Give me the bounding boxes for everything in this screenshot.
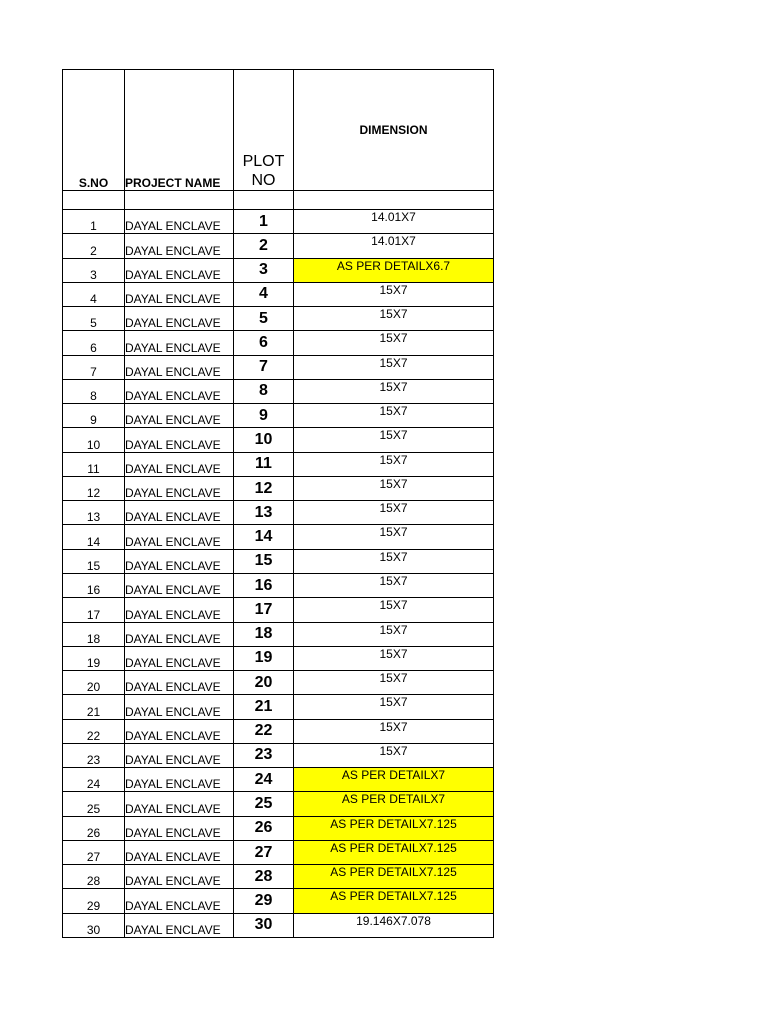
project-name-cell: DAYAL ENCLAVE [125, 428, 234, 452]
plot-no-cell: 12 [234, 476, 294, 500]
plot-no-cell: 5 [234, 307, 294, 331]
header-row [63, 70, 494, 191]
sno-cell: 24 [63, 768, 125, 792]
project-name-cell: DAYAL ENCLAVE [125, 913, 234, 937]
dimension-cell: 15X7 [294, 476, 494, 500]
dimension-cell: AS PER DETAILX7 [294, 768, 494, 792]
table-row [63, 719, 494, 743]
blank-cell [63, 191, 125, 210]
plot-no-cell: 22 [234, 719, 294, 743]
table-row [63, 913, 494, 937]
table-row [63, 258, 494, 282]
project-name-cell: DAYAL ENCLAVE [125, 573, 234, 597]
header-plot-no-line2: NO [251, 172, 276, 189]
plot-no-cell: 4 [234, 282, 294, 306]
project-name-cell: DAYAL ENCLAVE [125, 840, 234, 864]
plot-no-cell: 27 [234, 840, 294, 864]
project-name-cell: DAYAL ENCLAVE [125, 452, 234, 476]
sno-cell: 17 [63, 598, 125, 622]
project-name-cell: DAYAL ENCLAVE [125, 355, 234, 379]
plot-no-cell: 17 [234, 598, 294, 622]
table-row [63, 501, 494, 525]
table-row [63, 549, 494, 573]
sno-cell: 22 [63, 719, 125, 743]
sno-cell: 14 [63, 525, 125, 549]
sno-cell: 13 [63, 501, 125, 525]
table-row [63, 622, 494, 646]
project-name-cell: DAYAL ENCLAVE [125, 598, 234, 622]
sno-cell: 15 [63, 549, 125, 573]
sno-cell: 28 [63, 865, 125, 889]
table-row [63, 573, 494, 597]
sno-cell: 20 [63, 671, 125, 695]
table-body [63, 70, 494, 938]
blank-cell [234, 191, 294, 210]
sno-cell: 8 [63, 379, 125, 403]
dimension-cell: AS PER DETAILX7 [294, 792, 494, 816]
dimension-cell: 15X7 [294, 452, 494, 476]
sno-cell: 4 [63, 282, 125, 306]
sno-cell: 21 [63, 695, 125, 719]
project-name-cell: DAYAL ENCLAVE [125, 549, 234, 573]
plot-no-cell: 6 [234, 331, 294, 355]
project-name-cell: DAYAL ENCLAVE [125, 258, 234, 282]
table-row [63, 210, 494, 234]
dimension-cell: 15X7 [294, 671, 494, 695]
table-row [63, 331, 494, 355]
table-row [63, 743, 494, 767]
plot-no-cell: 20 [234, 671, 294, 695]
table-row [63, 865, 494, 889]
plot-no-cell: 14 [234, 525, 294, 549]
project-name-cell: DAYAL ENCLAVE [125, 476, 234, 500]
project-name-cell: DAYAL ENCLAVE [125, 525, 234, 549]
dimension-cell: AS PER DETAILX7.125 [294, 840, 494, 864]
plot-no-cell: 28 [234, 865, 294, 889]
table-row [63, 816, 494, 840]
sno-cell: 7 [63, 355, 125, 379]
plot-no-cell: 16 [234, 573, 294, 597]
sno-cell: 1 [63, 210, 125, 234]
sno-cell: 19 [63, 646, 125, 670]
sno-cell: 12 [63, 476, 125, 500]
sno-cell: 29 [63, 889, 125, 913]
plot-dimension-table [62, 69, 494, 938]
sno-cell: 16 [63, 573, 125, 597]
project-name-cell: DAYAL ENCLAVE [125, 792, 234, 816]
project-name-cell: DAYAL ENCLAVE [125, 234, 234, 258]
table-row [63, 379, 494, 403]
table-row [63, 598, 494, 622]
project-name-cell: DAYAL ENCLAVE [125, 889, 234, 913]
table-row [63, 428, 494, 452]
project-name-cell: DAYAL ENCLAVE [125, 646, 234, 670]
table-row [63, 671, 494, 695]
dimension-cell: 15X7 [294, 573, 494, 597]
plot-no-cell: 11 [234, 452, 294, 476]
project-name-cell: DAYAL ENCLAVE [125, 379, 234, 403]
table-row [63, 792, 494, 816]
plot-no-cell: 18 [234, 622, 294, 646]
sno-cell: 27 [63, 840, 125, 864]
table-row [63, 840, 494, 864]
table-row [63, 452, 494, 476]
plot-no-cell: 24 [234, 768, 294, 792]
dimension-cell: 15X7 [294, 355, 494, 379]
sno-cell: 6 [63, 331, 125, 355]
sno-cell: 9 [63, 404, 125, 428]
project-name-cell: DAYAL ENCLAVE [125, 768, 234, 792]
blank-cell [294, 191, 494, 210]
table-row [63, 307, 494, 331]
sno-cell: 5 [63, 307, 125, 331]
dimension-cell: AS PER DETAILX7.125 [294, 889, 494, 913]
dimension-cell: 15X7 [294, 646, 494, 670]
sno-cell: 30 [63, 913, 125, 937]
sno-cell: 2 [63, 234, 125, 258]
project-name-cell: DAYAL ENCLAVE [125, 307, 234, 331]
header-plot-no-line1: PLOT [242, 153, 285, 170]
dimension-cell: 14.01X7 [294, 210, 494, 234]
table-row [63, 695, 494, 719]
dimension-cell: AS PER DETAILX7.125 [294, 816, 494, 840]
dimension-cell: 15X7 [294, 404, 494, 428]
dimension-cell: AS PER DETAILX6.7 [294, 258, 494, 282]
table-row [63, 646, 494, 670]
project-name-cell: DAYAL ENCLAVE [125, 282, 234, 306]
plot-no-cell: 21 [234, 695, 294, 719]
sno-cell: 26 [63, 816, 125, 840]
dimension-cell: 15X7 [294, 743, 494, 767]
table-row [63, 525, 494, 549]
dimension-cell: 15X7 [294, 598, 494, 622]
sno-cell: 11 [63, 452, 125, 476]
plot-no-cell: 13 [234, 501, 294, 525]
table-row [63, 889, 494, 913]
header-sno: S.NO [63, 70, 125, 191]
plot-no-cell: 1 [234, 210, 294, 234]
plot-no-cell: 30 [234, 913, 294, 937]
plot-no-cell: 26 [234, 816, 294, 840]
dimension-cell: 15X7 [294, 549, 494, 573]
plot-no-cell: 8 [234, 379, 294, 403]
dimension-cell: AS PER DETAILX7.125 [294, 865, 494, 889]
project-name-cell: DAYAL ENCLAVE [125, 743, 234, 767]
table-row [63, 404, 494, 428]
dimension-cell: 15X7 [294, 501, 494, 525]
dimension-cell: 15X7 [294, 695, 494, 719]
project-name-cell: DAYAL ENCLAVE [125, 671, 234, 695]
dimension-cell: 15X7 [294, 282, 494, 306]
project-name-cell: DAYAL ENCLAVE [125, 501, 234, 525]
sno-cell: 25 [63, 792, 125, 816]
table-row [63, 355, 494, 379]
sno-cell: 18 [63, 622, 125, 646]
project-name-cell: DAYAL ENCLAVE [125, 622, 234, 646]
dimension-cell: 15X7 [294, 331, 494, 355]
plot-no-cell: 3 [234, 258, 294, 282]
plot-no-cell: 15 [234, 549, 294, 573]
plot-no-cell: 9 [234, 404, 294, 428]
table-row [63, 282, 494, 306]
plot-no-cell: 29 [234, 889, 294, 913]
table-row [63, 476, 494, 500]
sno-cell: 10 [63, 428, 125, 452]
project-name-cell: DAYAL ENCLAVE [125, 816, 234, 840]
plot-no-cell: 10 [234, 428, 294, 452]
blank-cell [125, 191, 234, 210]
dimension-cell: 15X7 [294, 719, 494, 743]
plot-no-cell: 23 [234, 743, 294, 767]
dimension-cell: 14.01X7 [294, 234, 494, 258]
dimension-cell: 15X7 [294, 622, 494, 646]
sno-cell: 23 [63, 743, 125, 767]
project-name-cell: DAYAL ENCLAVE [125, 865, 234, 889]
plot-no-cell: 2 [234, 234, 294, 258]
header-project-name: PROJECT NAME [125, 70, 234, 191]
header-dimension: DIMENSION [294, 70, 494, 191]
dimension-cell: 15X7 [294, 525, 494, 549]
blank-row [63, 191, 494, 210]
plot-no-cell: 25 [234, 792, 294, 816]
dimension-cell: 15X7 [294, 307, 494, 331]
plot-no-cell: 7 [234, 355, 294, 379]
plot-no-cell: 19 [234, 646, 294, 670]
dimension-cell: 15X7 [294, 379, 494, 403]
dimension-cell: 15X7 [294, 428, 494, 452]
table-row [63, 234, 494, 258]
project-name-cell: DAYAL ENCLAVE [125, 331, 234, 355]
project-name-cell: DAYAL ENCLAVE [125, 695, 234, 719]
dimension-cell: 19.146X7.078 [294, 913, 494, 937]
header-plot-no [234, 70, 294, 191]
project-name-cell: DAYAL ENCLAVE [125, 719, 234, 743]
sno-cell: 3 [63, 258, 125, 282]
table-row [63, 768, 494, 792]
project-name-cell: DAYAL ENCLAVE [125, 210, 234, 234]
project-name-cell: DAYAL ENCLAVE [125, 404, 234, 428]
